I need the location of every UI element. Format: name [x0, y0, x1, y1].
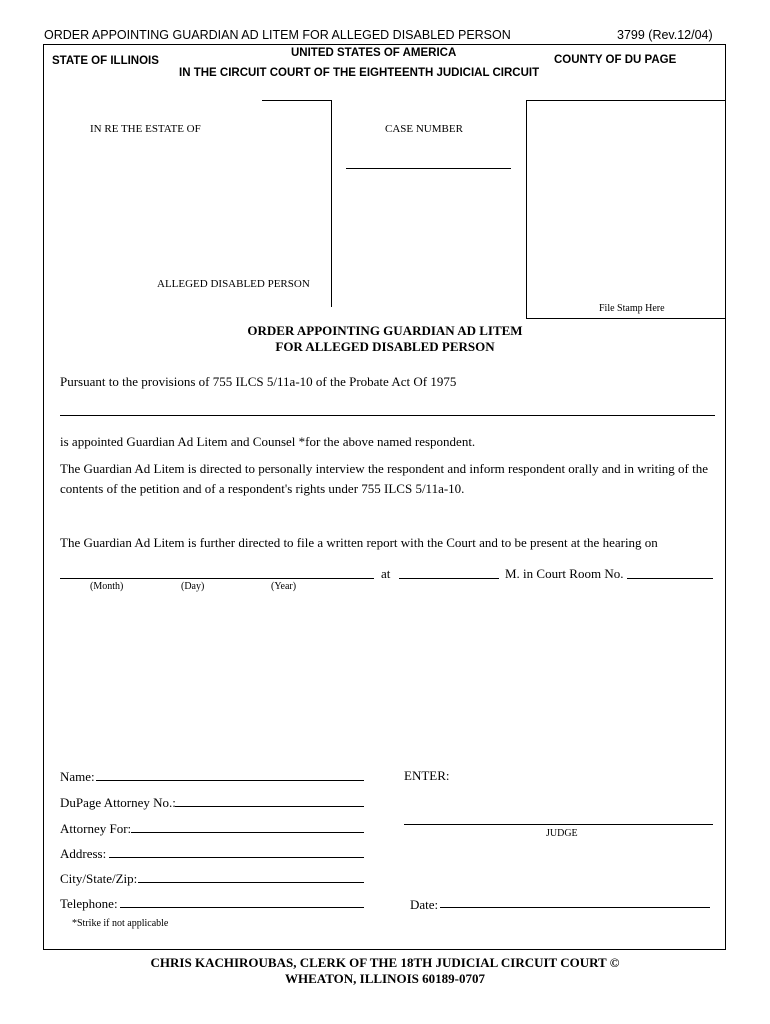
attorney-for-field[interactable]	[131, 832, 364, 833]
case-number-field[interactable]	[346, 168, 511, 169]
directed-text-line2: contents of the petition and of a respondent's rights under 755 ILCS 5/11a-10.	[60, 481, 465, 496]
date-label: Date:	[410, 897, 439, 912]
city-state-zip-field[interactable]	[138, 882, 364, 883]
clerk-footer: CHRIS KACHIROUBAS, CLERK OF THE 18TH JUDICIAL CIRCUIT COURT ©	[150, 955, 620, 970]
attorney-for-label: Attorney For:	[60, 821, 132, 836]
month-label: (Month)	[90, 581, 124, 592]
court-room-label: M. in Court Room No.	[505, 566, 624, 581]
order-title-line1: ORDER APPOINTING GUARDIAN AD LITEM	[247, 323, 523, 338]
country-heading: UNITED STATES OF AMERICA	[291, 47, 457, 59]
caption-box-right-line	[331, 100, 332, 307]
alleged-disabled-person-label: ALLEGED DISABLED PERSON	[157, 278, 310, 290]
city-footer: WHEATON, ILLINOIS 60189-0707	[285, 971, 485, 986]
address-field[interactable]	[109, 857, 364, 858]
caption-box-top-line	[262, 100, 332, 101]
guardian-name-field[interactable]	[60, 415, 715, 416]
order-title-line2: FOR ALLEGED DISABLED PERSON	[275, 339, 495, 354]
telephone-field[interactable]	[120, 907, 364, 908]
hearing-date-field[interactable]	[60, 578, 374, 579]
enter-label: ENTER:	[404, 768, 450, 783]
hearing-time-field[interactable]	[399, 578, 499, 579]
dupage-attorney-no-label: DuPage Attorney No.:	[60, 795, 176, 810]
case-number-label: CASE NUMBER	[385, 123, 463, 135]
pursuant-text: Pursuant to the provisions of 755 ILCS 5/11a-10 of the Probate Act Of 1975	[60, 374, 457, 389]
further-directed-text: The Guardian Ad Litem is further directed to file a written report with the Court and to be present at the hearing on	[60, 535, 658, 550]
at-label: at	[381, 566, 391, 581]
attorney-name-field[interactable]	[96, 780, 364, 781]
judge-signature-field[interactable]	[404, 824, 713, 825]
address-label: Address:	[60, 846, 107, 861]
date-field[interactable]	[440, 907, 710, 908]
frame-top-line	[43, 44, 726, 45]
year-label: (Year)	[271, 581, 297, 592]
file-stamp-label: File Stamp Here	[599, 303, 665, 314]
form-number: 3799 (Rev.12/04)	[617, 28, 713, 42]
dupage-attorney-no-field[interactable]	[175, 806, 364, 807]
judge-label: JUDGE	[546, 828, 578, 839]
form-title-header: ORDER APPOINTING GUARDIAN AD LITEM FOR ALLEGED DISABLED PERSON	[44, 28, 511, 42]
appointed-text: is appointed Guardian Ad Litem and Counsel *for the above named respondent.	[60, 434, 476, 449]
estate-label: IN RE THE ESTATE OF	[90, 123, 201, 135]
telephone-label: Telephone:	[60, 896, 118, 911]
directed-text-line1: The Guardian Ad Litem is directed to personally interview the respondent and inform respondent orally and in writing of the	[60, 461, 709, 476]
court-heading: IN THE CIRCUIT COURT OF THE EIGHTEENTH JUDICIAL CIRCUIT	[179, 67, 540, 79]
name-label: Name:	[60, 769, 95, 784]
frame-bottom-line	[43, 949, 726, 950]
county-heading: COUNTY OF DU PAGE	[554, 54, 677, 66]
file-stamp-box	[526, 100, 726, 319]
frame-left-line	[43, 44, 44, 950]
court-room-field[interactable]	[627, 578, 713, 579]
city-state-zip-label: City/State/Zip:	[60, 871, 138, 886]
strike-note: *Strike if not applicable	[72, 918, 169, 929]
state-heading: STATE OF ILLINOIS	[52, 55, 159, 67]
day-label: (Day)	[181, 581, 205, 592]
